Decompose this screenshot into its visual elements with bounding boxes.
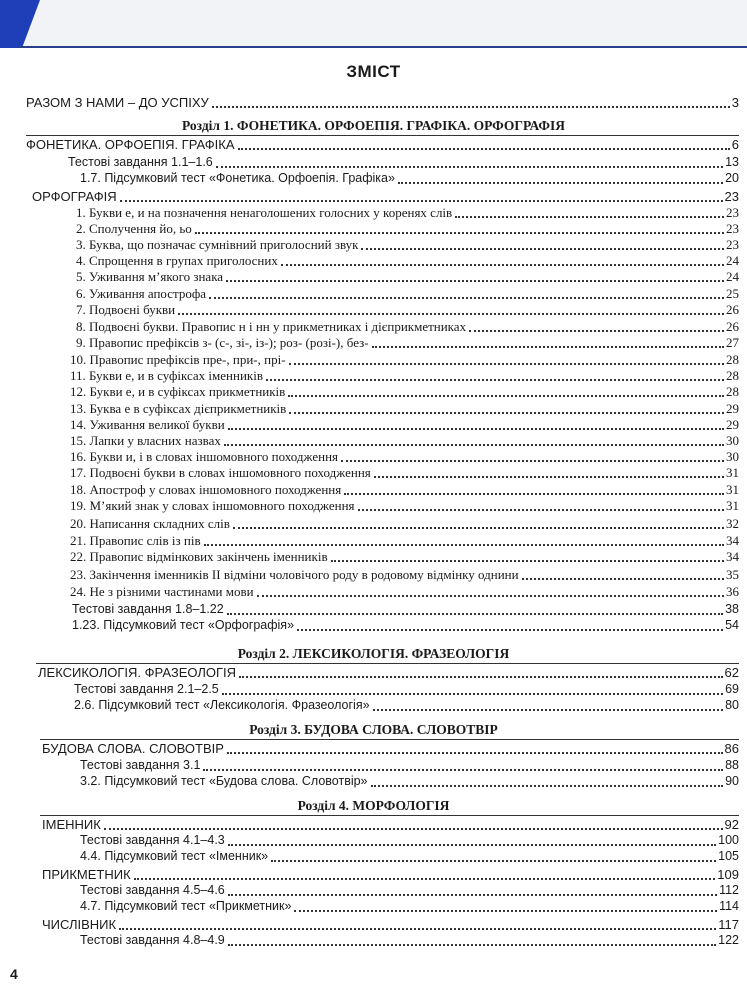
toc-entry-page: 23 xyxy=(726,237,739,252)
dot-leader xyxy=(289,411,724,414)
toc-entry-title: 3. Буква, що позначає сумнівний приголосний звук xyxy=(76,237,359,252)
dot-leader xyxy=(374,475,724,478)
toc-entry-page: 24 xyxy=(726,269,739,284)
toc-entry-page: 6 xyxy=(731,137,739,152)
toc-entry-page: 109 xyxy=(717,867,739,882)
toc-entry[interactable] xyxy=(76,318,739,334)
toc-entry-page: 28 xyxy=(726,384,739,399)
toc-entry-title: Тестові завдання 3.1 xyxy=(80,758,201,772)
dot-leader xyxy=(104,827,723,830)
toc-entry-page: 90 xyxy=(725,774,739,788)
toc-entry-title: 1.7. Підсумковий тест «Фонетика. Орфоепія. Графіка» xyxy=(80,171,395,185)
toc-entry-page: 24 xyxy=(726,253,739,268)
toc-entry[interactable] xyxy=(70,432,739,448)
dot-leader xyxy=(233,526,724,529)
dot-leader xyxy=(257,594,724,597)
dot-leader xyxy=(371,784,724,787)
toc-entry-title: 24. Не з різними частинами мови xyxy=(70,584,254,599)
toc-entry[interactable] xyxy=(70,566,739,582)
toc-entry-title: 21. Правопис слів із пів xyxy=(70,533,201,548)
toc-entry-page: 86 xyxy=(724,741,739,756)
toc-entry-page: 69 xyxy=(725,682,739,696)
toc-entry-title: 2. Сполучення йо, ьо xyxy=(76,221,192,236)
toc-entry[interactable] xyxy=(70,548,739,564)
toc-entry[interactable] xyxy=(80,898,739,914)
dot-leader xyxy=(455,215,724,218)
toc-entry[interactable] xyxy=(70,583,739,599)
section-heading: Розділ 1. ФОНЕТИКА. ОРФОЕПІЯ. ГРАФІКА. ОРФОГРАФІЯ xyxy=(182,118,565,133)
toc-entry-title: 5. Уживання м’якого знака xyxy=(76,269,224,284)
dot-leader xyxy=(195,231,724,234)
toc-entry-title: 1.23. Підсумковий тест «Орфографія» xyxy=(72,618,295,632)
toc-entry-title: 4.4. Підсумковий тест «Іменник» xyxy=(80,849,269,863)
toc-entry[interactable] xyxy=(70,351,739,367)
toc-entry-page: 117 xyxy=(718,917,739,932)
toc-entry-title: 8. Подвоєні букви. Правопис н і нн у прикметниках і дієприкметниках xyxy=(76,319,467,334)
dot-leader xyxy=(120,199,723,202)
toc-entry[interactable] xyxy=(26,136,739,152)
toc-entry-title: 17. Подвоєні букви в словах іншомовного походження xyxy=(70,465,371,480)
toc-entry[interactable] xyxy=(42,916,739,932)
toc-entry-page: 122 xyxy=(718,933,739,947)
toc-entry-page: 23 xyxy=(726,205,739,220)
section-heading: Розділ 3. БУДОВА СЛОВА. СЛОВОТВІР xyxy=(249,722,498,737)
toc-entry[interactable] xyxy=(42,866,739,882)
toc-entry-title: Тестові завдання 1.1–1.6 xyxy=(68,155,213,169)
toc-entry-title: 7. Подвоєні букви xyxy=(76,302,176,317)
dot-leader xyxy=(238,147,730,150)
toc-entry-title: 23. Закінчення іменників ІІ відміни чоловічого роду в родовому відмінку однини xyxy=(70,567,519,582)
toc-entry[interactable] xyxy=(76,301,739,317)
toc-entry[interactable] xyxy=(70,400,739,416)
toc-entry[interactable] xyxy=(68,154,739,170)
toc-entry[interactable] xyxy=(32,188,739,204)
dot-leader xyxy=(228,843,716,846)
toc-entry[interactable] xyxy=(42,740,739,756)
toc-entry[interactable] xyxy=(76,252,739,268)
page-title: ЗМІСТ xyxy=(346,62,401,81)
toc-entry-page: 92 xyxy=(724,817,739,832)
toc-entry[interactable] xyxy=(70,464,739,480)
toc-entry-title: 9. Правопис префіксів з- (с-, зі-, із-); роз- (розі-), без- xyxy=(76,335,369,350)
dot-leader xyxy=(212,105,730,108)
toc-entry[interactable] xyxy=(70,515,739,531)
dot-leader xyxy=(372,345,724,348)
dot-leader xyxy=(344,492,724,495)
toc-entry-page: 34 xyxy=(726,533,739,548)
section-heading: Розділ 4. МОРФОЛОГІЯ xyxy=(297,798,450,813)
dot-leader xyxy=(226,279,724,282)
toc-entry-page: 80 xyxy=(725,698,739,712)
toc-entry-page: 32 xyxy=(726,516,739,531)
dot-leader xyxy=(266,378,724,381)
toc-entry-title: Тестові завдання 4.1–4.3 xyxy=(80,833,225,847)
toc-entry-title: 4.7. Підсумковий тест «Прикметник» xyxy=(80,899,292,913)
toc-entry-title: ЛЕКСИКОЛОГІЯ. ФРАЗЕОЛОГІЯ xyxy=(38,665,237,680)
dot-leader xyxy=(373,708,724,711)
dot-leader xyxy=(361,247,724,250)
toc-entry[interactable] xyxy=(70,497,739,513)
dot-leader xyxy=(294,909,717,912)
toc-entry[interactable] xyxy=(70,416,739,432)
toc-entry[interactable] xyxy=(70,448,739,464)
toc-entry[interactable] xyxy=(80,932,739,948)
dot-leader xyxy=(522,577,724,580)
toc-entry-title: 2.6. Підсумковий тест «Лексикологія. Фразеологія» xyxy=(74,698,370,712)
toc-entry-page: 28 xyxy=(726,352,739,367)
toc-entry[interactable] xyxy=(80,757,739,773)
toc-entry-title: 15. Лапки у власних назвах xyxy=(70,433,221,448)
dot-leader xyxy=(228,943,716,946)
toc-entry[interactable] xyxy=(38,664,739,680)
dot-leader xyxy=(469,329,724,332)
toc-entry-title: ІМЕННИК xyxy=(42,817,101,832)
toc-entry-page: 28 xyxy=(726,368,739,383)
toc-entry[interactable] xyxy=(80,832,739,848)
dot-leader xyxy=(297,628,723,631)
toc-entry[interactable] xyxy=(76,268,739,284)
toc-entry-title: 14. Уживання великої букви xyxy=(70,417,225,432)
toc-entry-title: ОРФОГРАФІЯ xyxy=(32,189,117,204)
dot-leader xyxy=(358,508,724,511)
toc-entry-title: Тестові завдання 1.8–1.22 xyxy=(72,602,224,616)
toc-entry-page: 3 xyxy=(731,95,739,110)
toc-entry-title: 19. М’який знак у словах іншомовного походження xyxy=(70,498,355,513)
toc-entry-title: 13. Буква е в суфіксах дієприкметників xyxy=(70,401,287,416)
toc-entry-page: 105 xyxy=(718,849,739,863)
page-number: 4 xyxy=(10,966,18,982)
toc-entry[interactable] xyxy=(74,697,739,713)
dot-leader xyxy=(228,427,724,430)
toc-entry[interactable] xyxy=(70,481,739,497)
toc-entry[interactable] xyxy=(72,617,739,633)
dot-leader xyxy=(134,877,716,880)
toc-entry-title: 10. Правопис префіксів пре-, при-, прі- xyxy=(70,352,286,367)
toc-entry[interactable] xyxy=(42,816,739,832)
toc-entry[interactable] xyxy=(74,681,739,697)
dot-leader xyxy=(281,263,724,266)
toc-entry-page: 29 xyxy=(726,417,739,432)
dot-leader xyxy=(227,751,723,754)
toc-entry-page: 13 xyxy=(725,155,739,169)
toc-entry-page: 35 xyxy=(726,567,739,582)
toc-entry-page: 26 xyxy=(726,319,739,334)
toc-entry-page: 25 xyxy=(726,286,739,301)
dot-leader xyxy=(216,165,723,168)
toc-entry-page: 23 xyxy=(726,221,739,236)
toc-entry[interactable] xyxy=(76,220,739,236)
toc-entry-title: РАЗОМ З НАМИ – ДО УСПІХУ xyxy=(26,95,209,110)
section-heading: Розділ 2. ЛЕКСИКОЛОГІЯ. ФРАЗЕОЛОГІЯ xyxy=(237,646,510,661)
toc-entry-title: 20. Написання складних слів xyxy=(70,516,230,531)
toc-entry-page: 31 xyxy=(726,498,739,513)
toc-entry[interactable] xyxy=(76,334,739,350)
toc-entry-page: 29 xyxy=(726,401,739,416)
toc-entry-page: 30 xyxy=(726,449,739,464)
toc-entry[interactable] xyxy=(70,532,739,548)
toc-entry-page: 62 xyxy=(724,665,739,680)
toc-entry-title: Тестові завдання 4.8–4.9 xyxy=(80,933,225,947)
toc-entry-page: 31 xyxy=(726,465,739,480)
dot-leader xyxy=(228,893,717,896)
dot-leader xyxy=(331,559,724,562)
dot-leader xyxy=(209,296,724,299)
dot-leader xyxy=(222,692,723,695)
toc-entry[interactable] xyxy=(80,848,739,864)
toc-entry-title: 12. Букви е, и в суфіксах прикметників xyxy=(70,384,286,399)
toc-entry-page: 88 xyxy=(725,758,739,772)
toc-entry-title: Тестові завдання 4.5–4.6 xyxy=(80,883,225,897)
toc-entry-title: 22. Правопис відмінкових закінчень іменників xyxy=(70,549,328,564)
toc-entry-title: БУДОВА СЛОВА. СЛОВОТВІР xyxy=(42,741,224,756)
header-band xyxy=(0,0,747,48)
toc-entry-title: ЧИСЛІВНИК xyxy=(42,917,117,932)
dot-leader xyxy=(271,859,716,862)
toc-entry[interactable] xyxy=(80,170,739,186)
toc-entry-page: 27 xyxy=(726,335,739,350)
toc-entry-title: 16. Букви и, і в словах іншомовного походження xyxy=(70,449,339,464)
toc-entry[interactable] xyxy=(70,367,739,383)
toc-entry-title: 3.2. Підсумковий тест «Будова слова. Словотвір» xyxy=(80,774,368,788)
toc-entry-title: 6. Уживання апострофа xyxy=(76,286,207,301)
toc-entry-title: 4. Спрощення в групах приголосних xyxy=(76,253,278,268)
toc-entry[interactable] xyxy=(76,236,739,252)
dot-leader xyxy=(239,675,722,678)
dot-leader xyxy=(204,543,724,546)
toc-entry[interactable] xyxy=(76,285,739,301)
dot-leader xyxy=(398,181,723,184)
toc-entry-title: 1. Букви е, и на позначення ненаголошених голосних у коренях слів xyxy=(76,205,453,220)
dot-leader xyxy=(288,394,724,397)
toc-entry-page: 31 xyxy=(726,482,739,497)
toc-entry[interactable] xyxy=(76,204,739,220)
toc-entry-page: 36 xyxy=(726,584,739,599)
header-rule xyxy=(20,46,747,48)
toc-intro-entry[interactable] xyxy=(26,94,739,110)
toc-entry[interactable] xyxy=(80,882,739,898)
toc-entry-title: ПРИКМЕТНИК xyxy=(42,867,131,882)
toc-entry-title: 18. Апостроф у словах іншомовного походження xyxy=(70,482,342,497)
toc-entry-page: 100 xyxy=(718,833,739,847)
toc-entry[interactable] xyxy=(80,773,739,789)
dot-leader xyxy=(227,612,723,615)
dot-leader xyxy=(119,927,716,930)
toc-entry-page: 23 xyxy=(724,189,739,204)
toc-entry-page: 30 xyxy=(726,433,739,448)
toc-entry-page: 26 xyxy=(726,302,739,317)
toc-entry-page: 112 xyxy=(719,883,739,897)
toc-entry-title: ФОНЕТИКА. ОРФОЕПІЯ. ГРАФІКА xyxy=(26,137,235,152)
toc-entry-page: 114 xyxy=(719,899,739,913)
toc-entry-title: 11. Букви е, и в суфіксах іменників xyxy=(70,368,263,383)
toc-entry[interactable] xyxy=(70,383,739,399)
toc-entry-page: 20 xyxy=(725,171,739,185)
toc-entry-page: 54 xyxy=(725,618,739,632)
toc-entry[interactable] xyxy=(72,601,739,617)
dot-leader xyxy=(224,443,724,446)
dot-leader xyxy=(341,459,724,462)
toc-entry-title: Тестові завдання 2.1–2.5 xyxy=(74,682,219,696)
dot-leader xyxy=(289,362,724,365)
toc-entry-page: 38 xyxy=(725,602,739,616)
dot-leader xyxy=(203,768,723,771)
toc-entry-page: 34 xyxy=(726,549,739,564)
dot-leader xyxy=(178,312,724,315)
